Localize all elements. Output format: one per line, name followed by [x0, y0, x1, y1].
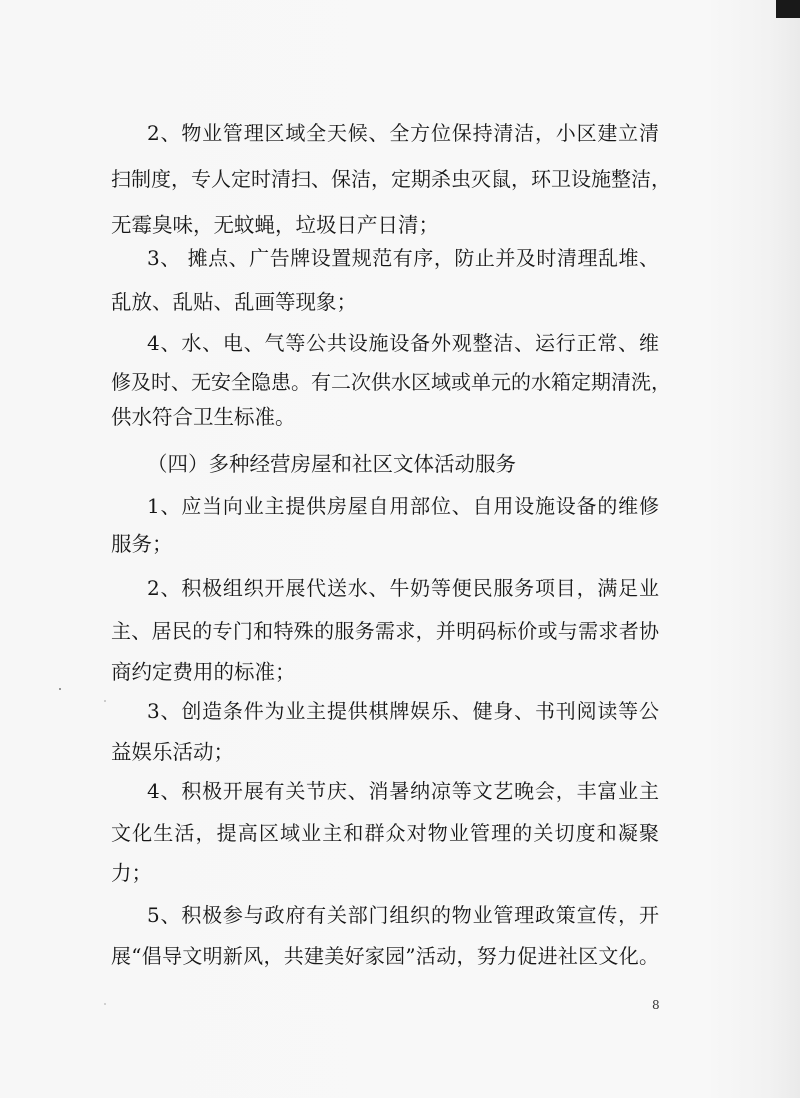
paragraph-line: 2、积极组织开展代送水、牛奶等便民服务项目，满足业: [147, 576, 659, 600]
paragraph-line: 商约定费用的标准；: [111, 660, 296, 684]
paragraph-line: 5、积极参与政府有关部门组织的物业管理政策宣传，开: [147, 903, 659, 927]
paragraph-line: 服务；: [111, 532, 173, 556]
paragraph-line: 4、水、电、气等公共设施设备外观整洁、运行正常、维: [147, 331, 659, 355]
paragraph-line: 力；: [111, 861, 152, 885]
paragraph-line: 4、积极开展有关节庆、消暑纳凉等文艺晚会，丰富业主: [147, 779, 659, 803]
paragraph-line: 乱放、乱贴、乱画等现象；: [111, 290, 357, 314]
paragraph-line: 主、居民的专门和特殊的服务需求，并明码标价或与需求者协: [111, 619, 659, 643]
page-number: 8: [652, 998, 660, 1012]
paragraph-line: 文化生活，提高区域业主和群众对物业管理的关切度和凝聚: [111, 821, 659, 845]
paragraph-line: 1、应当向业主提供房屋自用部位、自用设施设备的维修: [147, 494, 659, 518]
paragraph-line: 无霉臭味，无蚊蝇，垃圾日产日清；: [111, 213, 439, 237]
paragraph-line: 修及时、无安全隐患。有二次供水区域或单元的水箱定期清洗，: [111, 370, 671, 394]
paragraph-line: 展“倡导文明新风，共建美好家园”活动，努力促进社区文化。: [111, 944, 659, 968]
paragraph-line: 益娱乐活动；: [111, 740, 234, 764]
paragraph-line: 供水符合卫生标准。: [111, 405, 296, 429]
section-heading: （四）多种经营房屋和社区文体活动服务: [147, 452, 516, 476]
paragraph-line: 扫制度，专人定时清扫、保洁，定期杀虫灭鼠，环卫设施整洁，: [111, 167, 671, 191]
paragraph-line: 3、创造条件为业主提供棋牌娱乐、健身、书刊阅读等公: [147, 699, 659, 723]
paragraph-line: 3、 摊点、广告牌设置规范有序，防止并及时清理乱堆、: [147, 246, 659, 270]
paragraph-line: 2、物业管理区域全天候、全方位保持清洁，小区建立清: [147, 121, 659, 145]
